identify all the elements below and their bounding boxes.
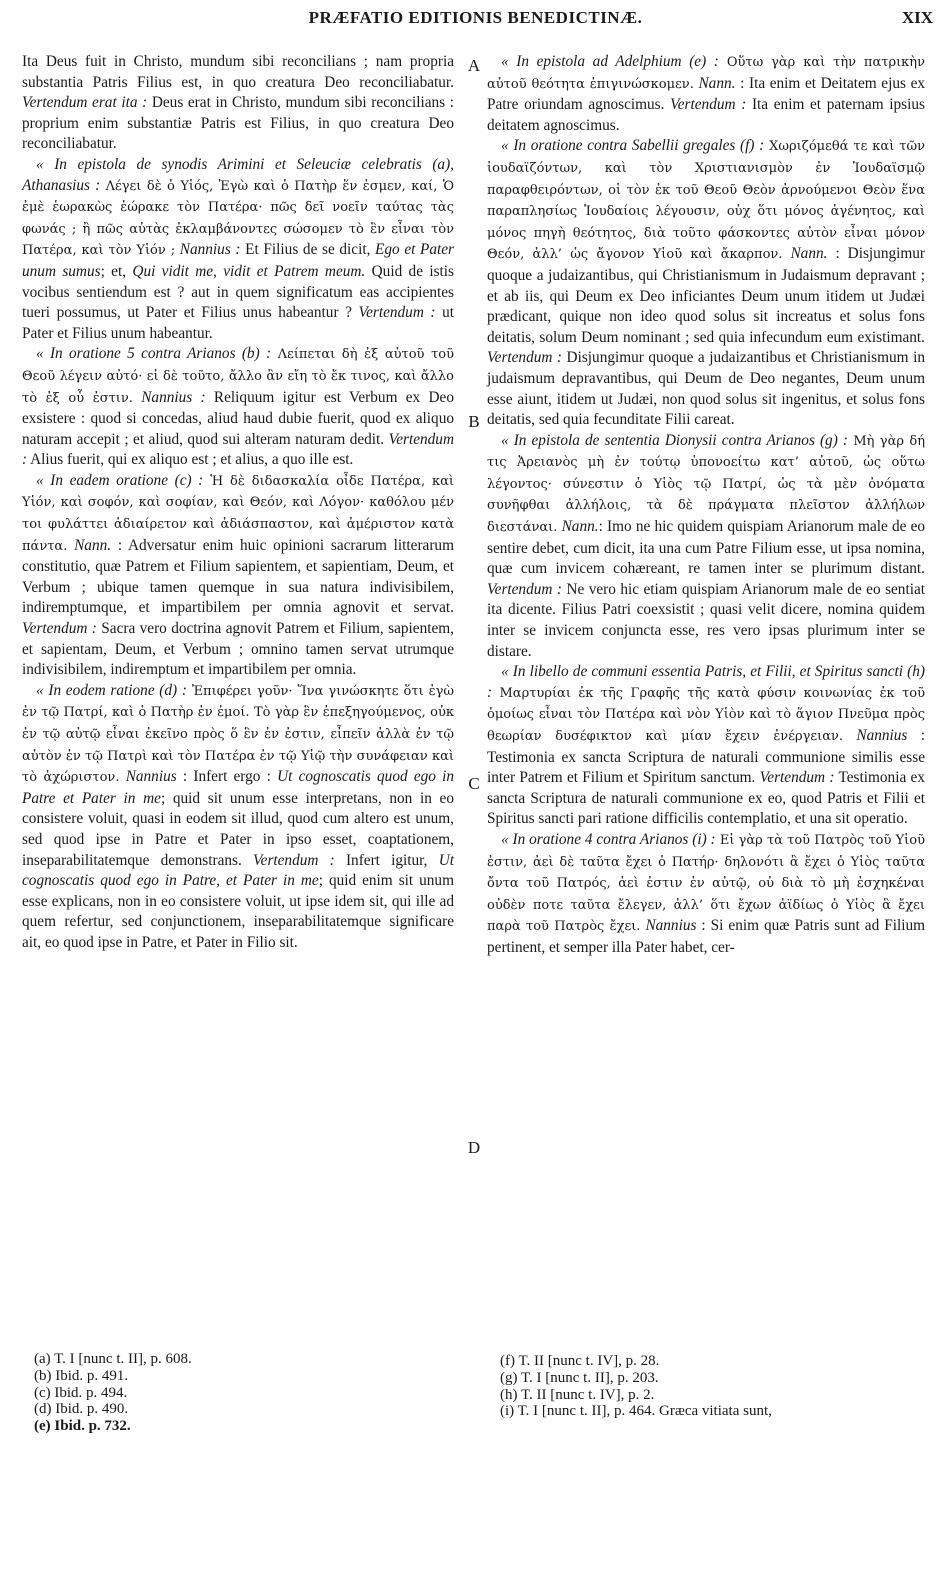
text-run: Sacra vero doctrina agnovit Patrem et Filium, sapientem, et sapientam, Deum, et Verbum ; omnino tamen servat utrumque indivisibilem, indiremptum et impartibilem per omnia. [22,620,454,679]
text-run: Disjungimur quoque a judaizantibus et Christianismum in judaismum depravantibus, qui Deum de Deo negantes, Deum unum esse aiunt, itidem ut Judæi, non quod solus sit ingenitus, et solus fons deitatis, sed quia fecunditate Filii careat. [487,349,925,429]
italic-text: Vertendum : [22,620,97,638]
paragraph [22,344,454,471]
greek-text: Εἰ γὰρ τὰ τοῦ Πατρὸς τοῦ Υἱοῦ ἐστιν, ἀεὶ δὲ ταῦτα ἔχει ὁ Πατήρ· δηλονότι ἃ ἔχει ὁ Υἱὸς ταῦτα ὄντα τοῦ Πατρός, ἀεὶ ἐστιν ἐν αὐτῷ, οὐ διὰ τὸ μὴ ἐσχηκέναι οὐδὲν ποτε ταῦτα ἔλεγεν, ἀλλ’ ὅτι ἔχων ἀϊδίως ὁ Υἱὸς ἃ ἔχει παρὰ τοῦ Πατρὸς ἔχει. [487,832,925,935]
footnotes-right [500,1353,930,1420]
greek-text: Μὴ γὰρ δή τις Ἀρειανὸς μὴ ἐν τούτῳ ὑπονοείτω κατ’ αὐτοῦ, ὡς οὕτω λέγοντος· σύνεστιν ὁ Υἱὸς τῷ Πατρί, ὡς τὰ μὲν ὀνόματα συνῆφθαι ἀλλήλοις, τὰ δὲ πράγματα πλεῖστον ἀλλήλων διεστάναι. [487,433,925,536]
paragraph [22,52,454,155]
italic-text: Qui vidit me, vidit et Patrem meum. [132,262,366,280]
text-run: ; quid enim sit unum esse explicans, non in eo consistere voluit, ut ipse idem sit, qui ille ad quem refertur, sed conjunctionem, inseparabilitatemque significare ait, eo quod ipse in Patre, et Pater in Filio sit. [22,872,454,951]
text-run: : Infert ergo : [176,768,278,786]
text-run: Ita enim et paternam ipsius deitatem agnoscimus. [487,96,925,134]
text-run: Quid de istis vocibus sentiendum est ? aut in quem significatum eas accipientes tueri possumus, ut Pater et Filius unus habeantur ? [22,262,454,322]
italic-text: « In eadem oratione (c) : [36,471,204,489]
footnote: (a) T. I [nunc t. II], p. 608. [34,1351,192,1367]
paragraph [487,431,925,663]
margin-letter-a: A [467,56,481,75]
footnote: (e) Ibid. p. 732. [34,1418,131,1435]
paragraph [487,830,925,959]
italic-text: Ut cognoscatis quod ego in Patre et Pater in me [22,768,455,807]
italic-text: Vertendum : [22,430,454,469]
italic-text: Nannius : [141,388,206,406]
italic-text: « In epistola de sententia Dionysii contra Arianos (g) : [501,431,848,449]
italic-text: Vertendum : [487,349,563,367]
text-run: ; et, [100,262,133,280]
greek-text: Λέγει δὲ ὁ Υἱός, Ἐγὼ καὶ ὁ Πατὴρ ἕν ἐσμεν, καί, Ὁ ἐμὲ ἑωρακὼς ἑώρακε τὸν Πατέρα· πῶς δεῖ νοεῖν ταύτας τὰς φωνάς ; ἢ πῶς αὐτὰς ἐκλαμβάνοντες σώσομεν τὸ ἓν εἶναι τὸν Πατέρα, καὶ τὸν Υἱόν ; [22,178,454,259]
italic-text: Nann. [561,518,599,536]
paragraph [22,681,454,954]
italic-text: Nann. [790,245,828,263]
italic-text: « In epistola ad Adelphium (e) : [501,53,719,70]
italic-text: Vertendum : [759,769,835,787]
greek-text: Ἡ δὲ διδασκαλία οἶδε Πατέρα, καὶ Υἱόν, καὶ σοφόν, καὶ σοφίαν, καὶ Θεόν, καὶ Λόγον· καθόλου μέν τοι φυλάττει ἀδιαίρετον καὶ ἀδιάσπαστον, καὶ ἀμέριστον κατὰ πάντα. [22,473,455,554]
italic-text: Ut cognoscatis quod ego in Patre, et Pater in me [22,851,455,890]
text-run: Ita Deus fuit in Christo, mundum sibi reconcilians ; nam propria substantia Patris Filius est, in quo creatura Deo reconciliabatur. [22,53,454,91]
text-run: Infert igitur, [334,851,439,869]
italic-text: Nannius [645,917,697,935]
paragraph [487,136,925,430]
footnote: (h) T. II [nunc t. IV], p. 2. [500,1386,655,1403]
margin-letter-d: D [467,1138,481,1157]
italic-text: « In eodem ratione (d) : [36,681,187,699]
text-run: Alius fuerit, qui ex aliquo est ; et alius, a quo ille est. [27,451,354,469]
left-column [22,52,454,954]
italic-text: Vertendum : [670,96,747,114]
italic-text: Nann. [698,74,736,92]
footnote: (i) T. I [nunc t. II], p. 464. Græca vitiata sunt, [500,1403,772,1420]
running-head [0,8,951,38]
greek-text: Χωριζόμεθά τε καὶ τῶν ἰουδαϊζόντων, καὶ τὸν Χριστιανισμὸν ἐν Ἰουδαϊσμῷ παραφθειρόντων, οἱ τὸν ἐκ τοῦ Θεοῦ Θεὸν ἀρνούμενοι Θεὸν ἕνα παραπλησίως Ἰουδαίοις λέγουσιν, οὐχ ὅτι μόνος ἀγένητος, καὶ μόνος πηγὴ θεότητος, διὰ τοῦτο φάσκοντες αὐτὸν εἶναι μόνον Θεόν, ἀλλ’ ὡς ἄγονον Υἱοῦ καὶ ἄκαρπον. [487,139,925,263]
running-title: PRÆFATIO EDITIONIS BENEDICTINÆ. [308,8,643,27]
paragraph [487,662,925,830]
text-run: : Imo ne hic quidem quispiam Arianorum male de eo sentire debet, cum dicit, ita una cum Patre Filium esse, ut ipsa nomina, quæ cum invicem cohæreant, re tamen inter se plurimum distant. [487,518,926,578]
margin-letter-b: B [468,412,480,431]
text-run: : Ita enim et Deitatem ejus ex Patre oriundam agnoscimus. [487,74,926,114]
italic-text: Nannius [856,727,908,744]
italic-text: Vertendum : [358,304,436,322]
italic-text: « In oratione 4 contra Arianos (i) : [501,830,716,848]
italic-text: Nann. [74,536,112,554]
paragraph [22,471,454,681]
text-run [843,727,856,744]
right-column [487,52,925,959]
italic-text: Nannius [125,768,177,786]
italic-text: Vertendum erat ita : [22,94,148,112]
text-run: : Disjungimur quoque a judaizantibus, qui Christianismum in Judaismum depravant ; et ab iis, qui Deum ex Deo inficiantes Deum unum itidem ut Judæi prædicant, quique non ideo quod solus sit increatus et solus fons deitatis, solum Deum nominant ; sed quia infecundum eum existimant. [487,245,926,346]
paragraph [487,52,925,136]
footnote: (d) Ibid. p. 490. [34,1401,129,1418]
italic-text: « In epistola de synodis Arimini et Seleuciæ celebratis (a), Athanasius : [22,155,454,194]
margin-letter-c: C [468,774,480,793]
greek-text: Οὕτω γὰρ καὶ τὴν πατρικὴν αὐτοῦ θεότητα ἐπιγινώσκομεν. [487,55,926,92]
page-number: XIX [901,8,933,27]
italic-text: Vertendum : [253,851,335,869]
text-run: ; quid sit unum esse interpretans, non in eo consistere voluit, quasi in eodem sit illud, quod cum altero est unum, sed quod ipse in Patre et Pater in ipso esset, coaptationem, inseparabilitatemque demonstrans. [22,789,454,869]
text-run: Deus erat in Christo, mundum sibi reconcilians : proprium enim substantiæ Patris est Filius, in quo creatura Deo reconciliabatur. [22,94,455,153]
footnote: (f) T. II [nunc t. IV], p. 28. [500,1353,660,1369]
text-run: Ne vero hic etiam quispiam Arianorum male de eo sentiat ita dicente. Filius Patri coexsistit ; quasi velit dicere, nomina quidem inter se invicem conjuncta esse, res vero ipsas plurimum inter se distare. [487,580,925,660]
greek-text: Ἐπιφέρει γοῦν· Ἵνα γινώσκητε ὅτι ἐγὼ ἐν τῷ Πατρί, καὶ ὁ Πατὴρ ἐν ἐμοί. Τὸ γὰρ ἓν ἐπεξηγούμενος, οὐκ ἐν τῷ αὐτῷ εἶναι ἐκεῖνο πρὸς ὅ ἓν ἐν ἐστιν, εἶπεῖν ἀλλὰ ἐν τῷ αὐτὸν ἐν τῷ Πατρὶ καὶ τὸν Πατέρα ἐν τῷ Υἱῷ τὴν συνάφειαν καὶ τὸ ἀχώριστον. [22,683,454,786]
italic-text: Nannius : [179,241,241,259]
italic-text: « In oratione contra Sabellii gregales (f) : [501,137,765,155]
text-run: : Testimonia ex sancta Scriptura de naturali communione similis esse inter Patrem et Filium et Spiritum sanctum. [487,727,926,787]
greek-text: Λείπεται δὴ ἐξ αὐτοῦ τοῦ Θεοῦ λέγειν αὐτό· εἰ δὲ τοῦτο, ἄλλο ἂν εἴη τὸ ἔκ τινος, καὶ ἄλλο τὸ ἐξ οὗ ἐστιν. [22,347,454,406]
footnote: (b) Ibid. p. 491. [34,1367,129,1384]
text-run: Et Filius de se dicit, [240,241,376,259]
text-run: Reliquum igitur est Verbum ex Deo exsistere : quod si concedas, aliud haud dubie fuerit, quod ex aliquo naturam accepit ; et aliud, quod sui alteram naturam dedit. [22,388,454,448]
paragraph [22,155,454,344]
italic-text: Vertendum : [487,580,562,598]
footnotes-left [34,1351,434,1435]
text-run: Testimonia ex sancta Scriptura de naturali communione ex eo, quod Patris et Filii et Spiritus sancti pari ratione difficilis contemplatio, et una sit operatio. [487,769,925,828]
text-run: ut Pater et Filius unum habeantur. [22,304,454,342]
text-run [133,389,141,406]
text-run: : Si enim quæ Patris sunt ad Filium pertinent, et semper illa Pater habet, cer- [487,917,926,956]
italic-text: « In oratione 5 contra Arianos (b) : [36,345,272,363]
footnote: (c) Ibid. p. 494. [34,1384,128,1401]
italic-text: « In libello de communi essentia Patris, et Filii, et Spiritus sancti (h) : [487,663,925,701]
greek-text: Μαρτυρίαι ἐκ τῆς Γραφῆς τῆς κατὰ φύσιν κοινωνίας ἐκ τοῦ ὁμοίως εἶναι τὸν Πατέρα καὶ νὸν Υἱὸν καὶ τὸ ἅγιον Πνεῦμα πρὸς θεωρίαν δυσέφικτον καὶ μίαν ἔχειν ἐνέργειαν. [487,685,925,744]
footnote: (g) T. I [nunc t. II], p. 203. [500,1369,659,1386]
text-run: : Adversatur enim huic opinioni sacrarum litterarum constitutio, quæ Patrem et Filium sapientem, et sapientiam, Deum, et Verbum ; ubique tamen quemque in sua natura indivisibilem, indiremptumque, et impartibilem per omnia agnovit et servat. [22,536,454,617]
italic-text: Ego et Pater unum sumus [22,241,455,280]
